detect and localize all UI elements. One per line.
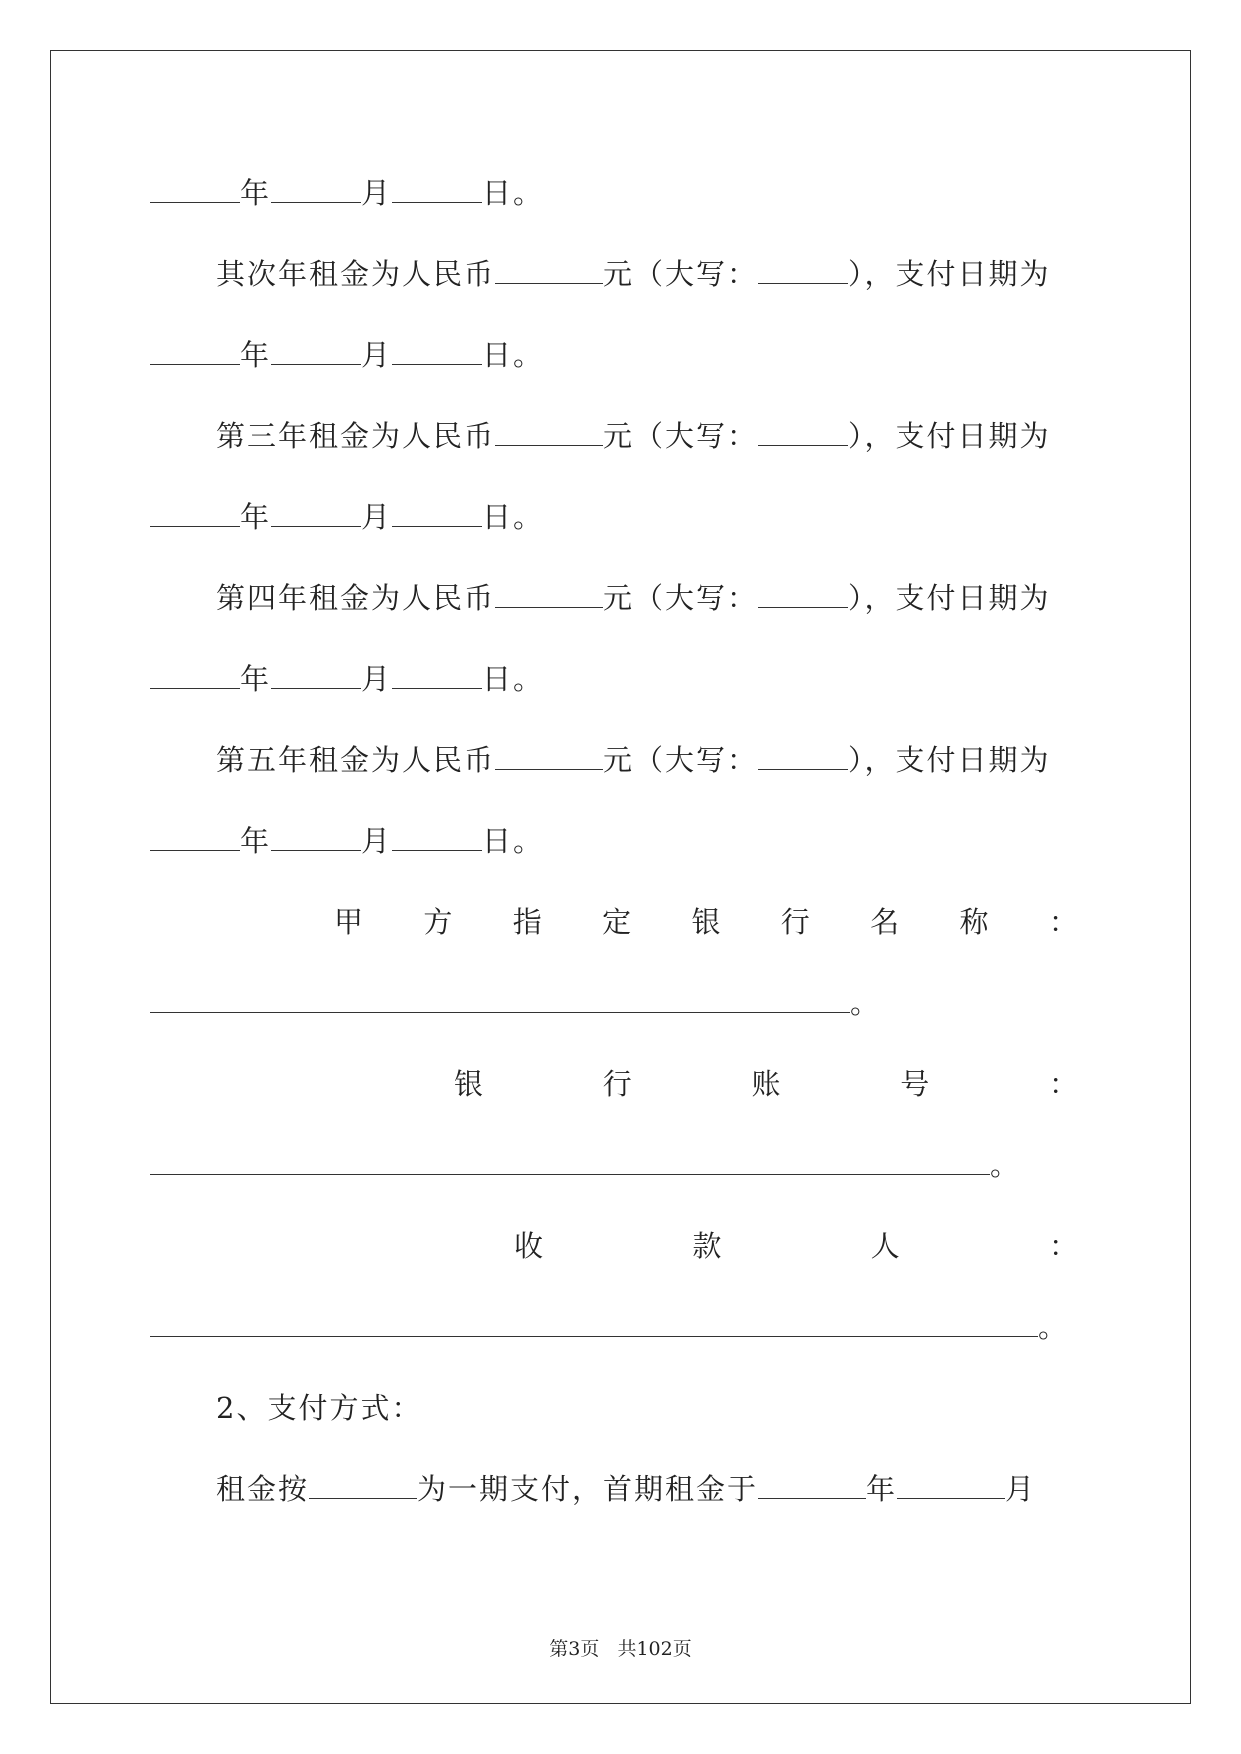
bank-name-input[interactable] <box>150 982 850 1013</box>
blank-month[interactable] <box>271 820 361 851</box>
blank-amount[interactable] <box>495 739 603 770</box>
blank-amount[interactable] <box>495 577 603 608</box>
rent-line-year-3: 第三年租金为人民币 元（大写： ），支付日期为 <box>216 414 1090 458</box>
payee-input[interactable] <box>150 1306 1038 1337</box>
rent-line-year-5: 第五年租金为人民币 元（大写： ），支付日期为 <box>216 738 1090 782</box>
page-footer <box>0 1634 1241 1661</box>
rent-line-year-2: 其次年租金为人民币 元（大写： ），支付日期为 <box>216 252 1090 296</box>
blank-year[interactable] <box>150 496 240 527</box>
rent-line-year-4: 第四年租金为人民币 元（大写： ），支付日期为 <box>216 576 1090 620</box>
blank-first-month[interactable] <box>897 1468 1005 1499</box>
page-total: 共102页 <box>617 1638 692 1660</box>
date-line-5: 年 月 日。 <box>150 819 1090 863</box>
blank-day[interactable] <box>392 496 482 527</box>
blank-month[interactable] <box>271 334 361 365</box>
page-number: 第3页 <box>549 1638 600 1660</box>
blank-year[interactable] <box>150 658 240 689</box>
payment-terms-line: 租金按 为一期支付，首期租金于 年 月 <box>216 1467 1090 1511</box>
blank-first-year[interactable] <box>758 1468 866 1499</box>
blank-amount[interactable] <box>495 253 603 284</box>
blank-day[interactable] <box>392 658 482 689</box>
blank-amount-words[interactable] <box>758 577 848 608</box>
date-line-1: 年 月 日。 <box>150 171 1090 215</box>
date-line-3: 年 月 日。 <box>150 495 1090 539</box>
date-line-4: 年 月 日。 <box>150 657 1090 701</box>
blank-day[interactable] <box>392 172 482 203</box>
date-line-2: 年 月 日。 <box>150 333 1090 377</box>
blank-amount[interactable] <box>495 415 603 446</box>
blank-year[interactable] <box>150 334 240 365</box>
blank-amount-words[interactable] <box>758 739 848 770</box>
bank-name-label: 甲 方 指 定 银 行 名 称 ： <box>334 905 1078 939</box>
blank-amount-words[interactable] <box>758 253 848 284</box>
blank-period[interactable] <box>309 1468 417 1499</box>
payment-method-heading: 2、支付方式： <box>216 1391 423 1425</box>
bank-account-field-line: 。 <box>150 1143 1019 1187</box>
page-frame <box>50 50 1191 1704</box>
blank-year[interactable] <box>150 820 240 851</box>
blank-day[interactable] <box>392 820 482 851</box>
blank-month[interactable] <box>271 496 361 527</box>
blank-month[interactable] <box>271 658 361 689</box>
payee-label: 收 款 人 ： <box>514 1229 1078 1263</box>
payee-field-line: 。 <box>150 1305 1067 1349</box>
blank-day[interactable] <box>392 334 482 365</box>
bank-name-field-line: 。 <box>150 981 879 1025</box>
blank-month[interactable] <box>271 172 361 203</box>
bank-account-label: 银 行 账 号 ： <box>454 1067 1078 1101</box>
blank-year[interactable] <box>150 172 240 203</box>
bank-account-input[interactable] <box>150 1144 990 1175</box>
blank-amount-words[interactable] <box>758 415 848 446</box>
